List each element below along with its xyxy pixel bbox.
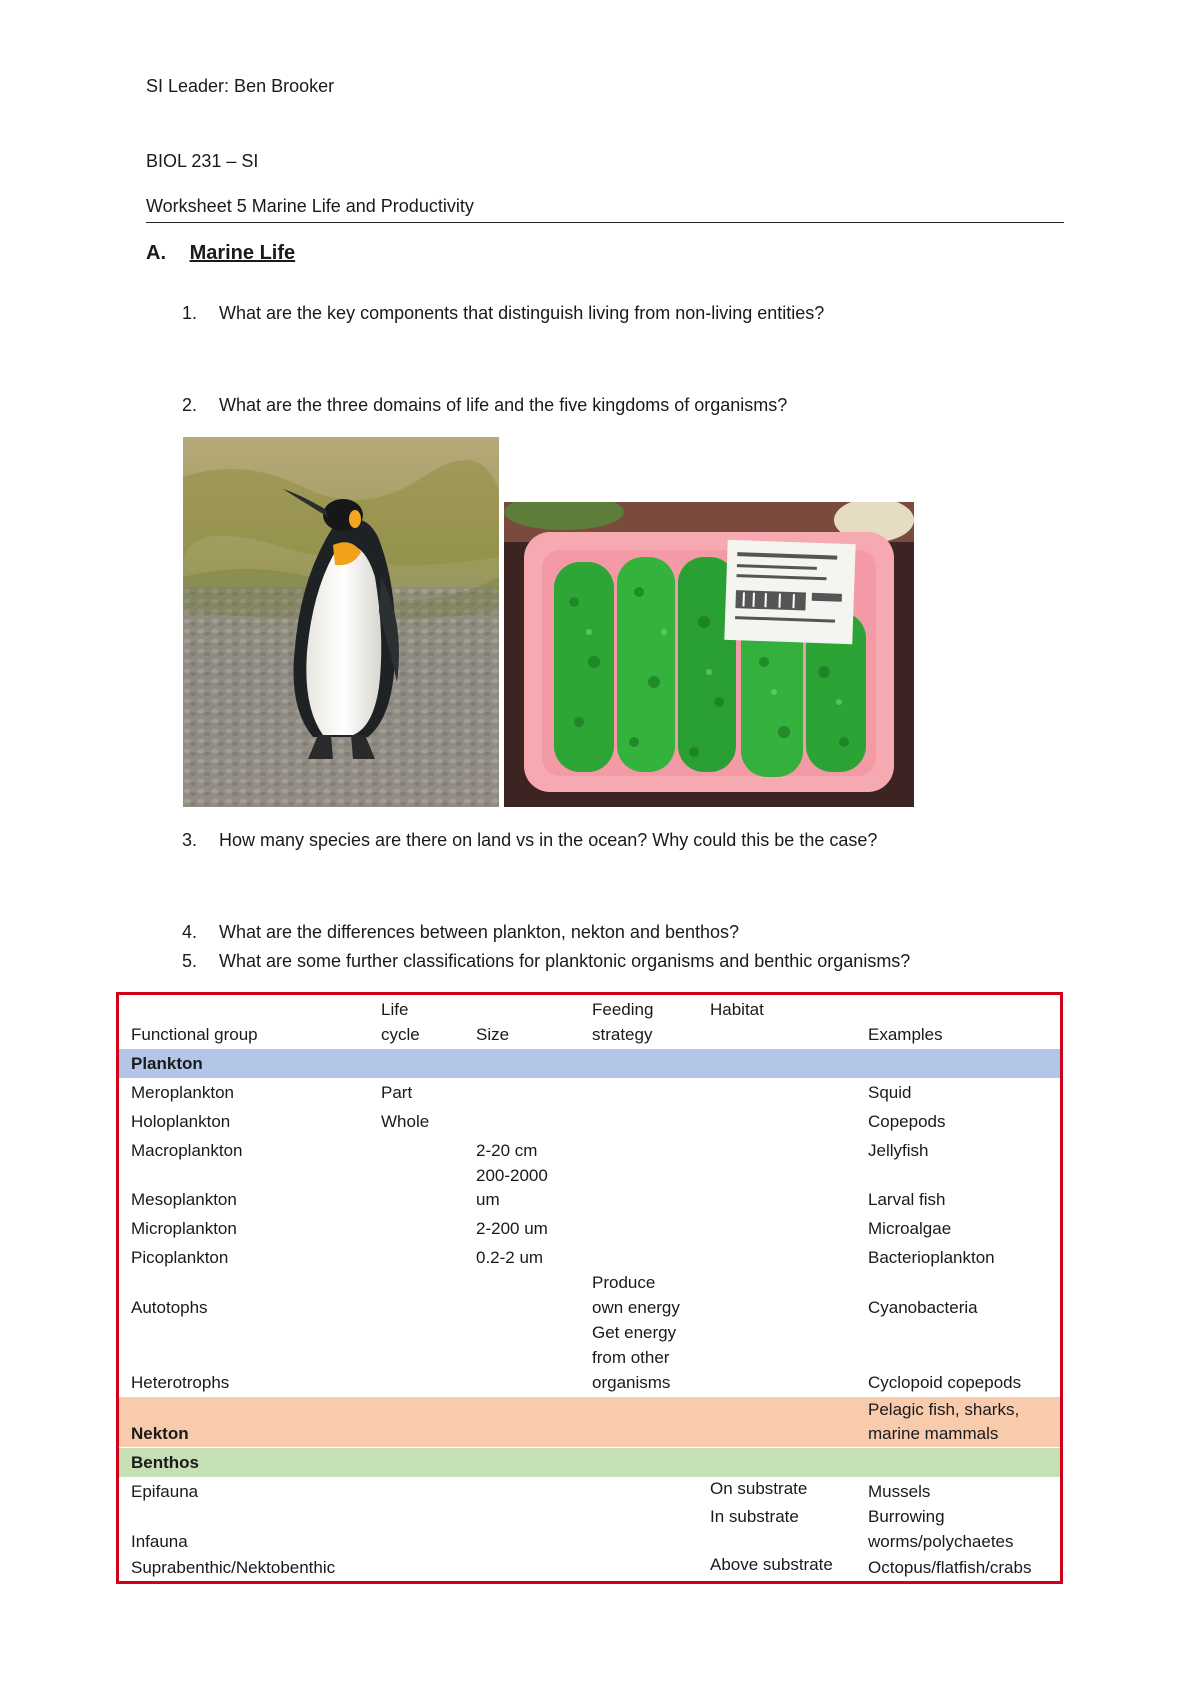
example-cell: marine mammals xyxy=(868,1424,999,1443)
example-cell: Cyclopoid copepods xyxy=(868,1373,1022,1392)
example-cell: Copepods xyxy=(868,1112,946,1131)
example-cell: worms/polychaetes xyxy=(868,1532,1014,1551)
plankton-band xyxy=(119,1049,1060,1078)
classification-table xyxy=(116,992,1063,1584)
feeding-cell: own energy xyxy=(592,1298,680,1317)
habitat-cell: Above substrate xyxy=(710,1555,833,1574)
example-cell: Pelagic fish, sharks, xyxy=(868,1400,1020,1419)
question-number: 5. xyxy=(182,951,198,971)
section-title: Marine Life xyxy=(189,242,296,264)
section-letter: A. xyxy=(146,242,166,264)
group-cell: Mesoplankton xyxy=(131,1190,237,1209)
header-life-2: cycle xyxy=(381,1025,420,1044)
question-number: 4. xyxy=(182,922,198,942)
question-text: What are the differences between plankton, nekton and benthos? xyxy=(219,922,740,942)
worksheet-title: Worksheet 5 Marine Life and Productivity xyxy=(146,196,474,216)
nekton-band xyxy=(119,1397,1060,1447)
group-cell: Autotophs xyxy=(131,1298,208,1317)
question-text: What are the three domains of life and the five kingdoms of organisms? xyxy=(219,395,788,415)
header-feeding-2: strategy xyxy=(592,1025,653,1044)
example-cell: Octopus/flatfish/crabs xyxy=(868,1558,1032,1577)
benthos-band xyxy=(119,1448,1060,1477)
size-cell: um xyxy=(476,1190,500,1209)
title-divider xyxy=(146,222,1064,223)
question-text: How many species are there on land vs in the ocean? Why could this be the case? xyxy=(219,830,878,850)
example-cell: Larval fish xyxy=(868,1190,946,1209)
header-feeding-1: Feeding xyxy=(592,1000,654,1019)
size-cell: 2-200 um xyxy=(476,1219,548,1238)
header-examples: Examples xyxy=(868,1025,943,1044)
size-cell: 200-2000 xyxy=(476,1166,548,1185)
feeding-cell: Get energy xyxy=(592,1323,677,1342)
group-cell: Meroplankton xyxy=(131,1083,235,1102)
question-number: 2. xyxy=(182,395,198,415)
plankton-label: Plankton xyxy=(131,1054,203,1073)
header-size: Size xyxy=(476,1025,510,1044)
seaweed-rolls-photo xyxy=(504,502,914,807)
section-a-heading xyxy=(146,242,295,265)
benthos-label: Benthos xyxy=(131,1453,199,1472)
example-cell: Burrowing xyxy=(868,1507,945,1526)
example-cell: Microalgae xyxy=(868,1219,952,1238)
king-penguin-photo xyxy=(183,437,499,807)
question-text: What are the key components that distinguish living from non-living entities? xyxy=(219,303,825,323)
group-cell: Epifauna xyxy=(131,1482,199,1501)
group-cell: Suprabenthic/Nektobenthic xyxy=(131,1558,336,1577)
example-cell: Jellyfish xyxy=(868,1141,929,1160)
example-cell: Cyanobacteria xyxy=(868,1298,978,1317)
feeding-cell: Produce xyxy=(592,1273,656,1292)
life-cell: Part xyxy=(381,1083,413,1102)
feeding-cell: from other xyxy=(592,1348,670,1367)
size-cell: 2-20 cm xyxy=(476,1141,538,1160)
question-number: 1. xyxy=(182,303,198,323)
feeding-cell: organisms xyxy=(592,1373,671,1392)
group-cell: Macroplankton xyxy=(131,1141,243,1160)
group-cell: Holoplankton xyxy=(131,1112,231,1131)
header-habitat: Habitat xyxy=(710,1000,764,1019)
question-text: What are some further classifications for planktonic organisms and benthic organisms? xyxy=(219,951,911,971)
group-cell: Microplankton xyxy=(131,1219,237,1238)
course-code: BIOL 231 – SI xyxy=(146,151,259,171)
header-life-1: Life xyxy=(381,1000,409,1019)
group-cell: Picoplankton xyxy=(131,1248,229,1267)
example-cell: Squid xyxy=(868,1083,912,1102)
size-cell: 0.2-2 um xyxy=(476,1248,544,1267)
group-cell: Heterotrophs xyxy=(131,1373,230,1392)
si-leader: SI Leader: Ben Brooker xyxy=(146,76,335,96)
group-cell: Infauna xyxy=(131,1532,188,1551)
question-number: 3. xyxy=(182,830,198,850)
example-cell: Mussels xyxy=(868,1482,931,1501)
habitat-cell: In substrate xyxy=(710,1507,799,1526)
header-functional-group: Functional group xyxy=(131,1025,258,1044)
nekton-label: Nekton xyxy=(131,1424,189,1443)
life-cell: Whole xyxy=(381,1112,430,1131)
habitat-cell: On substrate xyxy=(710,1479,808,1498)
example-cell: Bacterioplankton xyxy=(868,1248,995,1267)
